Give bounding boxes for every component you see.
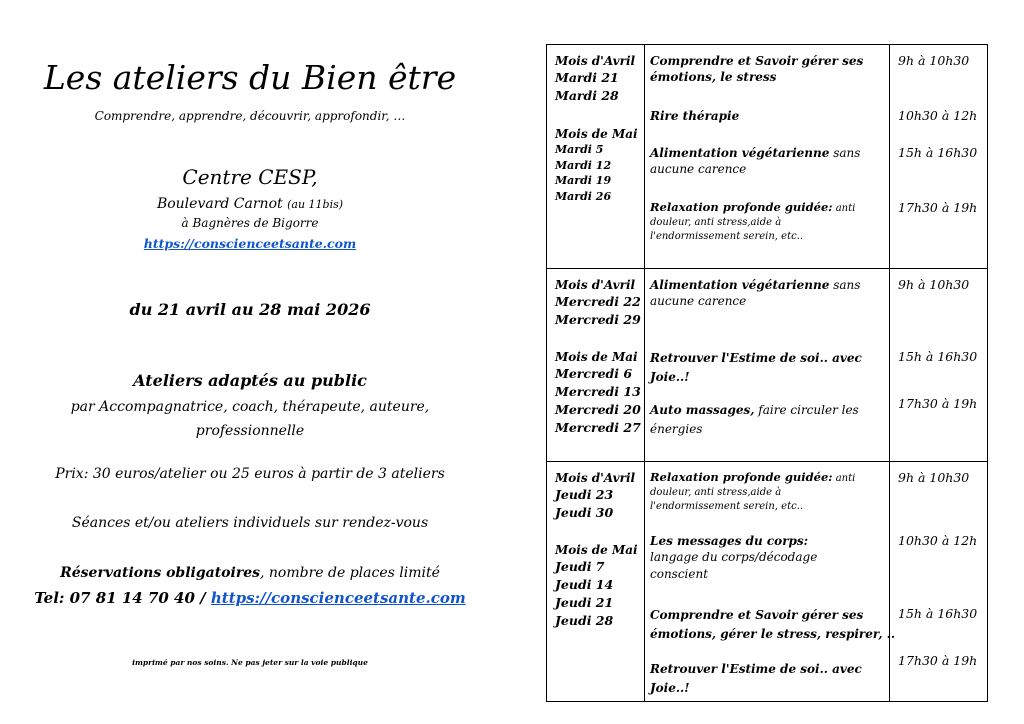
- date-item: Jeudi 21: [555, 595, 614, 610]
- row-divider: [547, 268, 987, 269]
- time-slot: 17h30 à 19h: [898, 200, 978, 215]
- time-slot: 17h30 à 19h: [898, 396, 978, 411]
- column-divider: [889, 45, 890, 701]
- website-link-2[interactable]: https://conscienceetsante.com: [210, 589, 466, 607]
- address-note: (au 11bis): [287, 198, 344, 211]
- thursday-activity-3: Comprendre et Savoir gérer ses émotions, gérer le stress, respirer, ..: [650, 608, 896, 641]
- month-label: Mois d'Avril: [555, 54, 636, 68]
- thursday-activity-4: Retrouver l'Estime de soi.. avec Joie..!: [650, 662, 862, 695]
- tuesday-activity-3: Alimentation végétarienne sans aucune carence: [650, 146, 861, 176]
- month-label: Mois de Mai: [555, 127, 638, 141]
- tuesday-activity-2: Rire thérapie: [650, 109, 740, 123]
- tuesday-activity-4: Relaxation profonde guidée: anti douleur, anti stress,aide à l'endormissement serein, etc..: [650, 200, 856, 242]
- date-item: Jeudi 14: [555, 577, 614, 592]
- date-item: Mardi 19: [555, 174, 612, 187]
- time-slot: 9h à 10h30: [898, 470, 970, 485]
- month-label: Mois d'Avril: [555, 278, 636, 292]
- date-item: Mercredi 20: [555, 402, 641, 417]
- time-slot: 10h30 à 12h: [898, 533, 978, 548]
- tuesday-activity-1: Comprendre et Savoir gérer ses émotions, le stress: [650, 54, 864, 84]
- reservation-text: [0, 565, 500, 581]
- month-label: Mois de Mai: [555, 543, 638, 557]
- tuesday-dates-may: [555, 126, 638, 204]
- time-slot: 15h à 16h30: [898, 145, 978, 160]
- address-street: Boulevard Carnot: [156, 196, 283, 212]
- wednesday-activity-3: Auto massages, faire circuler les énergies: [650, 403, 859, 436]
- date-item: Mardi 28: [555, 88, 619, 103]
- time-slot: 10h30 à 12h: [898, 108, 978, 123]
- date-item: Mardi 5: [555, 143, 604, 156]
- thursday-activity-1: Relaxation profonde guidée: anti douleur, anti stress,aide à l'endormissement serein, etc..: [650, 470, 856, 512]
- wednesday-dates: [555, 277, 641, 329]
- time-slot: 9h à 10h30: [898, 53, 970, 68]
- column-divider: [644, 45, 645, 701]
- date-item: Jeudi 7: [555, 559, 605, 574]
- date-item: Mercredi 6: [555, 366, 633, 381]
- flyer-title: Les ateliers du Bien être: [43, 58, 457, 97]
- adapted-heading: Ateliers adaptés au public: [133, 371, 367, 390]
- wednesday-dates-may: [555, 349, 641, 437]
- website-link[interactable]: https://conscienceetsante.com: [143, 236, 357, 251]
- date-item: Jeudi 30: [555, 505, 614, 520]
- date-item: Mercredi 13: [555, 384, 641, 399]
- date-item: Jeudi 28: [555, 613, 614, 628]
- footer-note: imprimé par nos soins. Ne pas jeter sur la voie publique: [132, 658, 368, 667]
- date-item: Jeudi 23: [555, 487, 614, 502]
- price-text: Prix: 30 euros/atelier ou 25 euros à partir de 3 ateliers: [55, 466, 445, 482]
- center-name: Centre CESP,: [182, 165, 318, 189]
- time-slot: 15h à 16h30: [898, 349, 978, 364]
- month-label: Mois d'Avril: [555, 471, 636, 485]
- date-item: Mardi 12: [555, 158, 612, 172]
- adapted-line-1: par Accompagnatrice, coach, thérapeute, auteure,: [70, 399, 430, 415]
- time-slot: 17h30 à 19h: [898, 653, 978, 668]
- date-item: Mercredi 27: [555, 420, 641, 435]
- reservation-rest: , nombre de places limité: [260, 565, 440, 581]
- tuesday-dates: [555, 53, 635, 105]
- time-slot: 15h à 16h30: [898, 606, 978, 621]
- time-slot: 9h à 10h30: [898, 277, 970, 292]
- date-item: Mardi 21: [555, 70, 619, 85]
- thursday-dates: [555, 470, 635, 522]
- sessions-text: Séances et/ou ateliers individuels sur rendez-vous: [71, 515, 429, 531]
- date-item: Mercredi 22: [555, 294, 641, 309]
- thursday-activity-2: Les messages du corps: langage du corps/décodage conscient: [650, 534, 818, 581]
- wednesday-activity-2: Retrouver l'Estime de soi.. avec Joie..!: [650, 351, 862, 384]
- date-item: Mercredi 29: [555, 312, 641, 327]
- address-street-line: [0, 196, 500, 212]
- row-divider: [547, 461, 987, 462]
- flyer-left-panel: [0, 0, 500, 724]
- address-city: à Bagnères de Bigorre: [181, 216, 319, 230]
- adapted-line-2: professionnelle: [195, 423, 305, 439]
- month-label: Mois de Mai: [555, 350, 638, 364]
- phone-line: [0, 589, 500, 607]
- date-range: du 21 avril au 28 mai 2026: [129, 300, 371, 319]
- date-item: Mardi 26: [555, 189, 612, 203]
- thursday-dates-may: [555, 542, 638, 630]
- flyer-subtitle: Comprendre, apprendre, découvrir, approfondir, …: [94, 109, 406, 123]
- wednesday-activity-1: Alimentation végétarienne sans aucune carence: [650, 278, 861, 308]
- reservation-bold: Réservations obligatoires: [60, 565, 260, 581]
- phone-number: Tel: 07 81 14 70 40 /: [34, 589, 211, 607]
